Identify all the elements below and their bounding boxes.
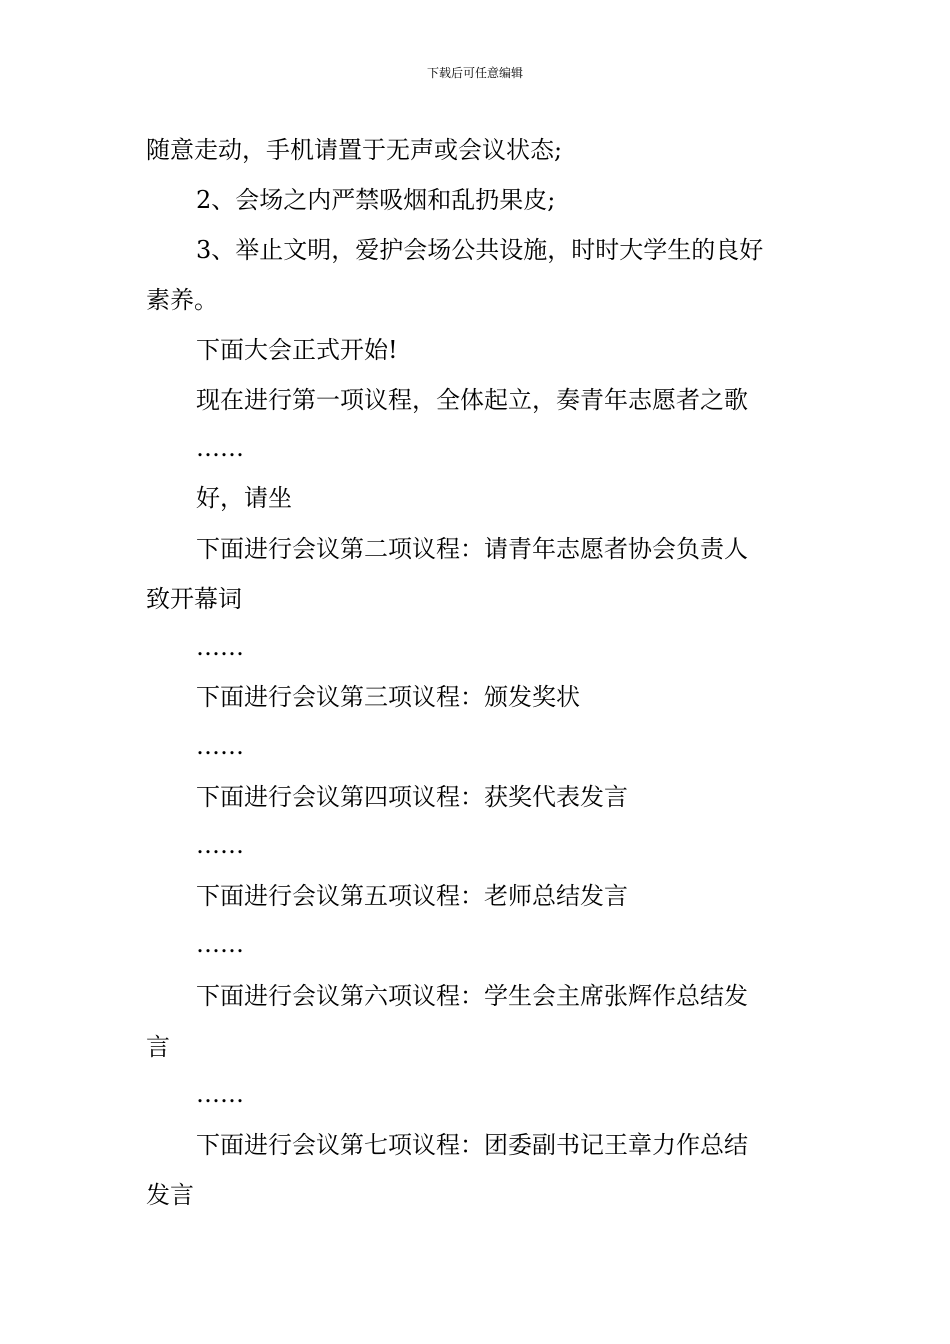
ellipsis-line: …… [196, 1080, 244, 1108]
text-line: 素养。 [146, 286, 218, 314]
ellipsis-line: …… [196, 434, 244, 462]
ellipsis-line: …… [196, 633, 244, 661]
text-line: 下面进行会议第六项议程：学生会主席张辉作总结发 [196, 982, 748, 1010]
ellipsis-line: …… [196, 732, 244, 760]
ellipsis-line: …… [196, 831, 244, 859]
text-line: 好，请坐 [196, 484, 292, 512]
text-line: 2、会场之内严禁吸烟和乱扔果皮; [196, 186, 556, 214]
ellipsis-line: …… [196, 930, 244, 958]
text-line: 下面进行会议第三项议程：颁发奖状 [196, 683, 580, 711]
page-header: 下载后可任意编辑 [426, 66, 523, 80]
text-line: 发言 [146, 1181, 194, 1209]
text-line: 下面进行会议第七项议程：团委副书记王章力作总结 [196, 1131, 748, 1159]
text-line: 下面进行会议第四项议程：获奖代表发言 [196, 783, 628, 811]
text-line: 下面大会正式开始! [196, 336, 398, 364]
text-line: 下面进行会议第五项议程：老师总结发言 [196, 882, 628, 910]
text-line: 现在进行第一项议程，全体起立，奏青年志愿者之歌 [196, 386, 748, 414]
text-line: 致开幕词 [146, 585, 242, 613]
text-line: 下面进行会议第二项议程：请青年志愿者协会负责人 [196, 535, 748, 563]
text-line: 3、举止文明，爱护会场公共设施，时时大学生的良好 [196, 236, 764, 264]
text-line: 言 [146, 1033, 170, 1061]
text-line: 随意走动，手机请置于无声或会议状态; [146, 136, 563, 164]
